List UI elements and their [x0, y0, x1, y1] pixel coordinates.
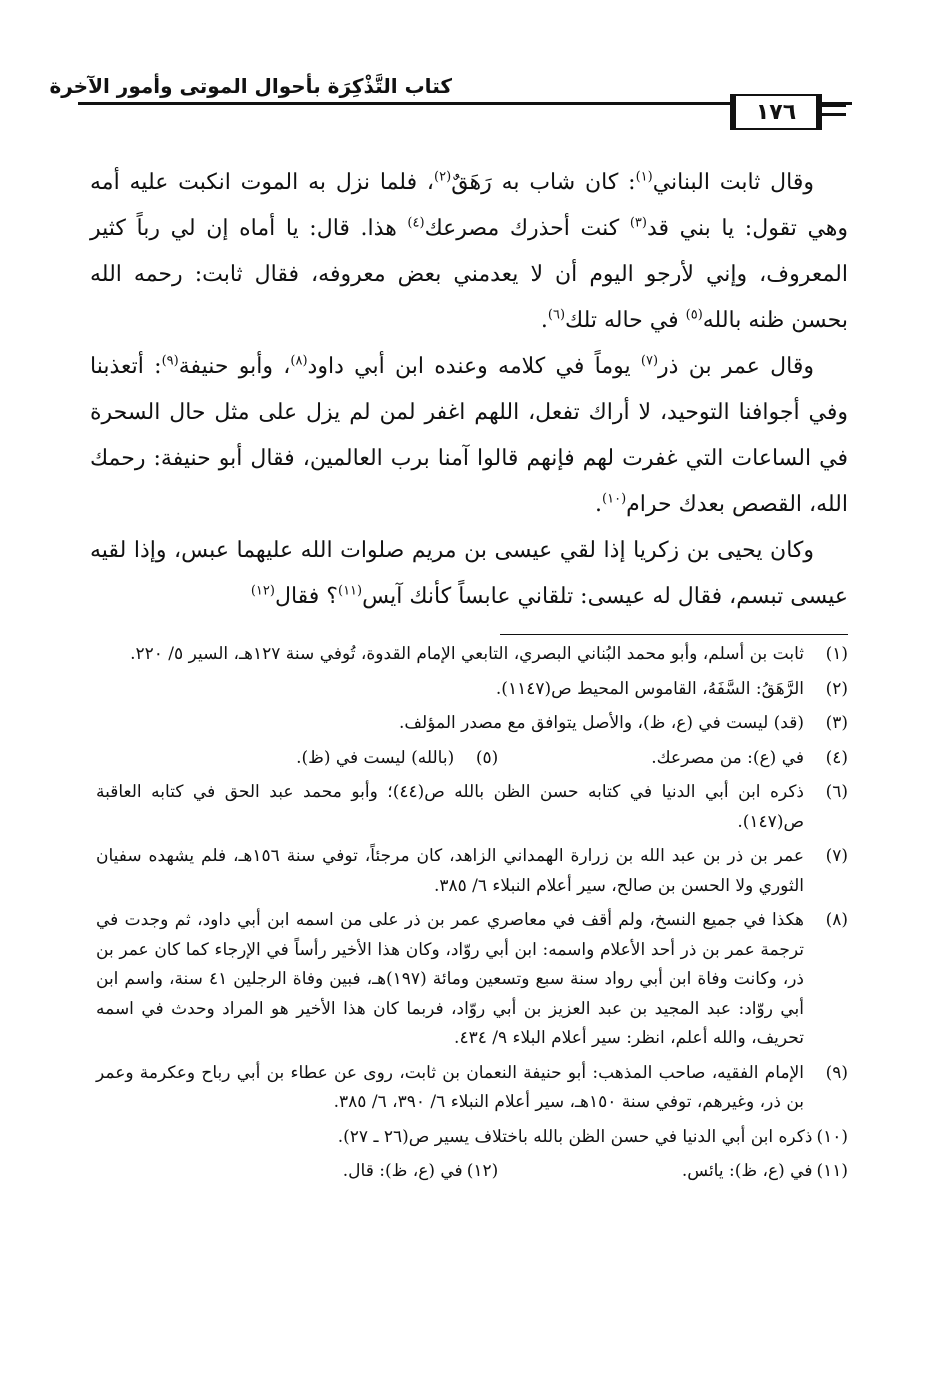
footnote	[96, 778, 848, 837]
text-run: وكان يحيى بن زكريا إذا لقي عيسى بن مريم صلوات الله عليهما عبس، وإذا لقيه عيسى تبسم، فقال له عيسى: تلقاني عابساً كأنك آيس	[90, 538, 848, 609]
text-run: ، وأبو حنيفة	[178, 354, 291, 379]
footnote	[96, 640, 848, 670]
text-run: وقال عمر بن ذر	[658, 354, 814, 379]
footnote-number: (٦)	[825, 782, 848, 802]
footnote-ref: (١٢)	[250, 583, 275, 599]
footnote	[96, 1059, 848, 1118]
footnote-number: (٧)	[825, 846, 848, 866]
text-run: في حاله تلك	[565, 308, 686, 333]
text-run: : أتعذبنا وفي أجوافنا التوحيد، لا أراك تفعل، اللهم اغفر لمن لم يزل على مثل حال السحرة في الساعات التي غفرت لهم فإنهم قالوا آمنا برب العالمين، فقال أبو حنيفة: رحمك الله، القصص بعدك حرام	[90, 354, 848, 517]
footnote-text: (بالله) ليست في (ظ).	[296, 747, 455, 768]
text-run: : كان شاب به رَهَقٌ	[451, 170, 636, 195]
footnote-number: (١٠)	[816, 1126, 848, 1147]
footnote-ref: (٤)	[407, 215, 425, 231]
footnote	[96, 675, 848, 705]
paragraph	[90, 160, 848, 344]
footnote-text: هكذا في جميع النسخ، ولم أقف في معاصري عمر بن ذر على من اسمه ابن أبي داود، ثم وجدت في ترجمة عمر بن ذر أحد الأعلام واسمه: ابن أبي روّاد، وكان هذا الأخير رأساً في الإرجاء كما كان عمر بن ذر، وكانت وفاة ابن أبي رواد سنة سبع وتسعين ومائة (١٩٧)هـ، فبين وفاة الرجلين ٤١ سنة، واسم ابن أبي روّاد: عبد المجيد بن عبد العزيز بن أبي روّاد، فربما كان هذا الأخير هو المراد وحدث في اسمه تحريف، والله أعلم، انظر: سير أعلام البلاء ٩/ ٤٣٤.	[96, 910, 804, 1048]
footnote-text: عمر بن ذر بن عبد الله بن زرارة الهمداني الزاهد، كان مرجئاً، توفي سنة ١٥٦هـ، فلم يشهده سفيان الثوري ولا الحسن بن صالح، سير أعلام النبلاء ٦/ ٣٨٥.	[96, 846, 804, 896]
main-text	[90, 160, 848, 620]
footnote	[96, 906, 848, 1054]
text-run: وقال ثابت البناني	[652, 170, 815, 195]
text-run: يوماً في كلامه وعنده ابن أبي داود	[307, 354, 641, 379]
footnote-text: الرَّهَقُ: السَّفَهُ، القاموس المحيط ص(١١٤٧).	[495, 678, 804, 699]
footnote-ref: (٥)	[685, 307, 703, 323]
footnote-text: في (ع، ظ): قال.	[342, 1161, 463, 1181]
footnote-number: (٢)	[825, 678, 848, 699]
footnote	[96, 1123, 848, 1153]
text-run: .	[595, 492, 603, 517]
footnote-pair	[96, 744, 848, 774]
footnote-ref: (١)	[635, 169, 653, 185]
footnote	[498, 1157, 848, 1187]
footnotes	[96, 640, 848, 1192]
paragraph	[90, 528, 848, 620]
footnote	[96, 744, 498, 774]
page-number: ١٧٦	[730, 94, 822, 130]
footnote-text: في (ع): من مصرعك.	[651, 747, 804, 768]
footnote-text: في (ع، ظ): يائس.	[681, 1161, 813, 1181]
text-run: كنت أحذرك مصرعك	[424, 216, 630, 241]
text-run: ، فلما نزل به الموت انكبت عليه أمه وهي تقول: يا بني قد	[90, 170, 849, 241]
footnote	[96, 709, 848, 739]
page-number-ornament	[822, 104, 846, 116]
footnote-ref: (٨)	[290, 353, 308, 369]
footnote-ref: (٩)	[161, 353, 179, 369]
footnote	[498, 744, 848, 774]
footnote-ref: (١٠)	[602, 491, 627, 507]
footnote-ref: (٦)	[547, 307, 566, 323]
running-header-title: كتاب التَّذْكِرَة بأحوال الموتى وأمور الآخرة	[49, 74, 452, 98]
footnote-number: (١١)	[816, 1161, 848, 1181]
footnote-number: (٨)	[825, 910, 848, 930]
footnote-number: (١٢)	[466, 1161, 499, 1181]
text-run: ؟ فقال	[274, 584, 338, 609]
footnote-separator	[500, 634, 848, 635]
footnote-text: ذكره ابن أبي الدنيا في حسن الظن بالله باختلاف يسير ص(٢٦ ـ ٢٧).	[337, 1126, 813, 1147]
text-run: هذا. قال: يا أماه إن لي رباً كثير المعروف، وإني لأرجو اليوم أن لا يعدمني بعض معروفه، فقال ثابت: رحمه الله بحسن ظنه بالله	[90, 216, 848, 333]
footnote-ref: (٧)	[640, 353, 659, 369]
footnote-ref: (٢)	[434, 169, 452, 185]
footnote-number: (٥)	[475, 747, 499, 768]
footnote-number: (١)	[825, 644, 848, 664]
footnote-text: ذكره ابن أبي الدنيا في كتابه حسن الظن بالله ص(٤٤)؛ وأبو محمد عبد الحق في كتابه العاقبة ص(١٤٧).	[96, 782, 804, 832]
footnote-ref: (٣)	[629, 215, 647, 231]
footnote-pair	[96, 1157, 848, 1187]
footnote	[96, 842, 848, 901]
footnote-number: (٣)	[825, 713, 848, 733]
text-run: .	[540, 308, 548, 333]
paragraph	[90, 344, 848, 528]
footnote-number: (٩)	[825, 1062, 848, 1083]
footnote-text: ثابت بن أسلم، وأبو محمد البُناني البصري، التابعي الإمام القدوة، تُوفي سنة ١٢٧هـ، السير ٥/ ٢٢٠.	[130, 644, 804, 664]
footnote-text: الإمام الفقيه، صاحب المذهب: أبو حنيفة النعمان بن ثابت، روى عن عطاء بن أبي رباح وعكرمة وعمر بن ذر، وغيرهم، توفي سنة ١٥٠هـ، سير أعلام النبلاء ٦/ ٣٩٠، ٦/ ٣٨٥.	[96, 1062, 804, 1112]
footnote	[96, 1157, 498, 1187]
footnote-ref: (١١)	[337, 583, 363, 599]
footnote-text: (قد) ليست في (ع، ظ)، والأصل يتوافق مع مصدر المؤلف.	[399, 713, 804, 733]
footnote-number: (٤)	[825, 747, 848, 768]
